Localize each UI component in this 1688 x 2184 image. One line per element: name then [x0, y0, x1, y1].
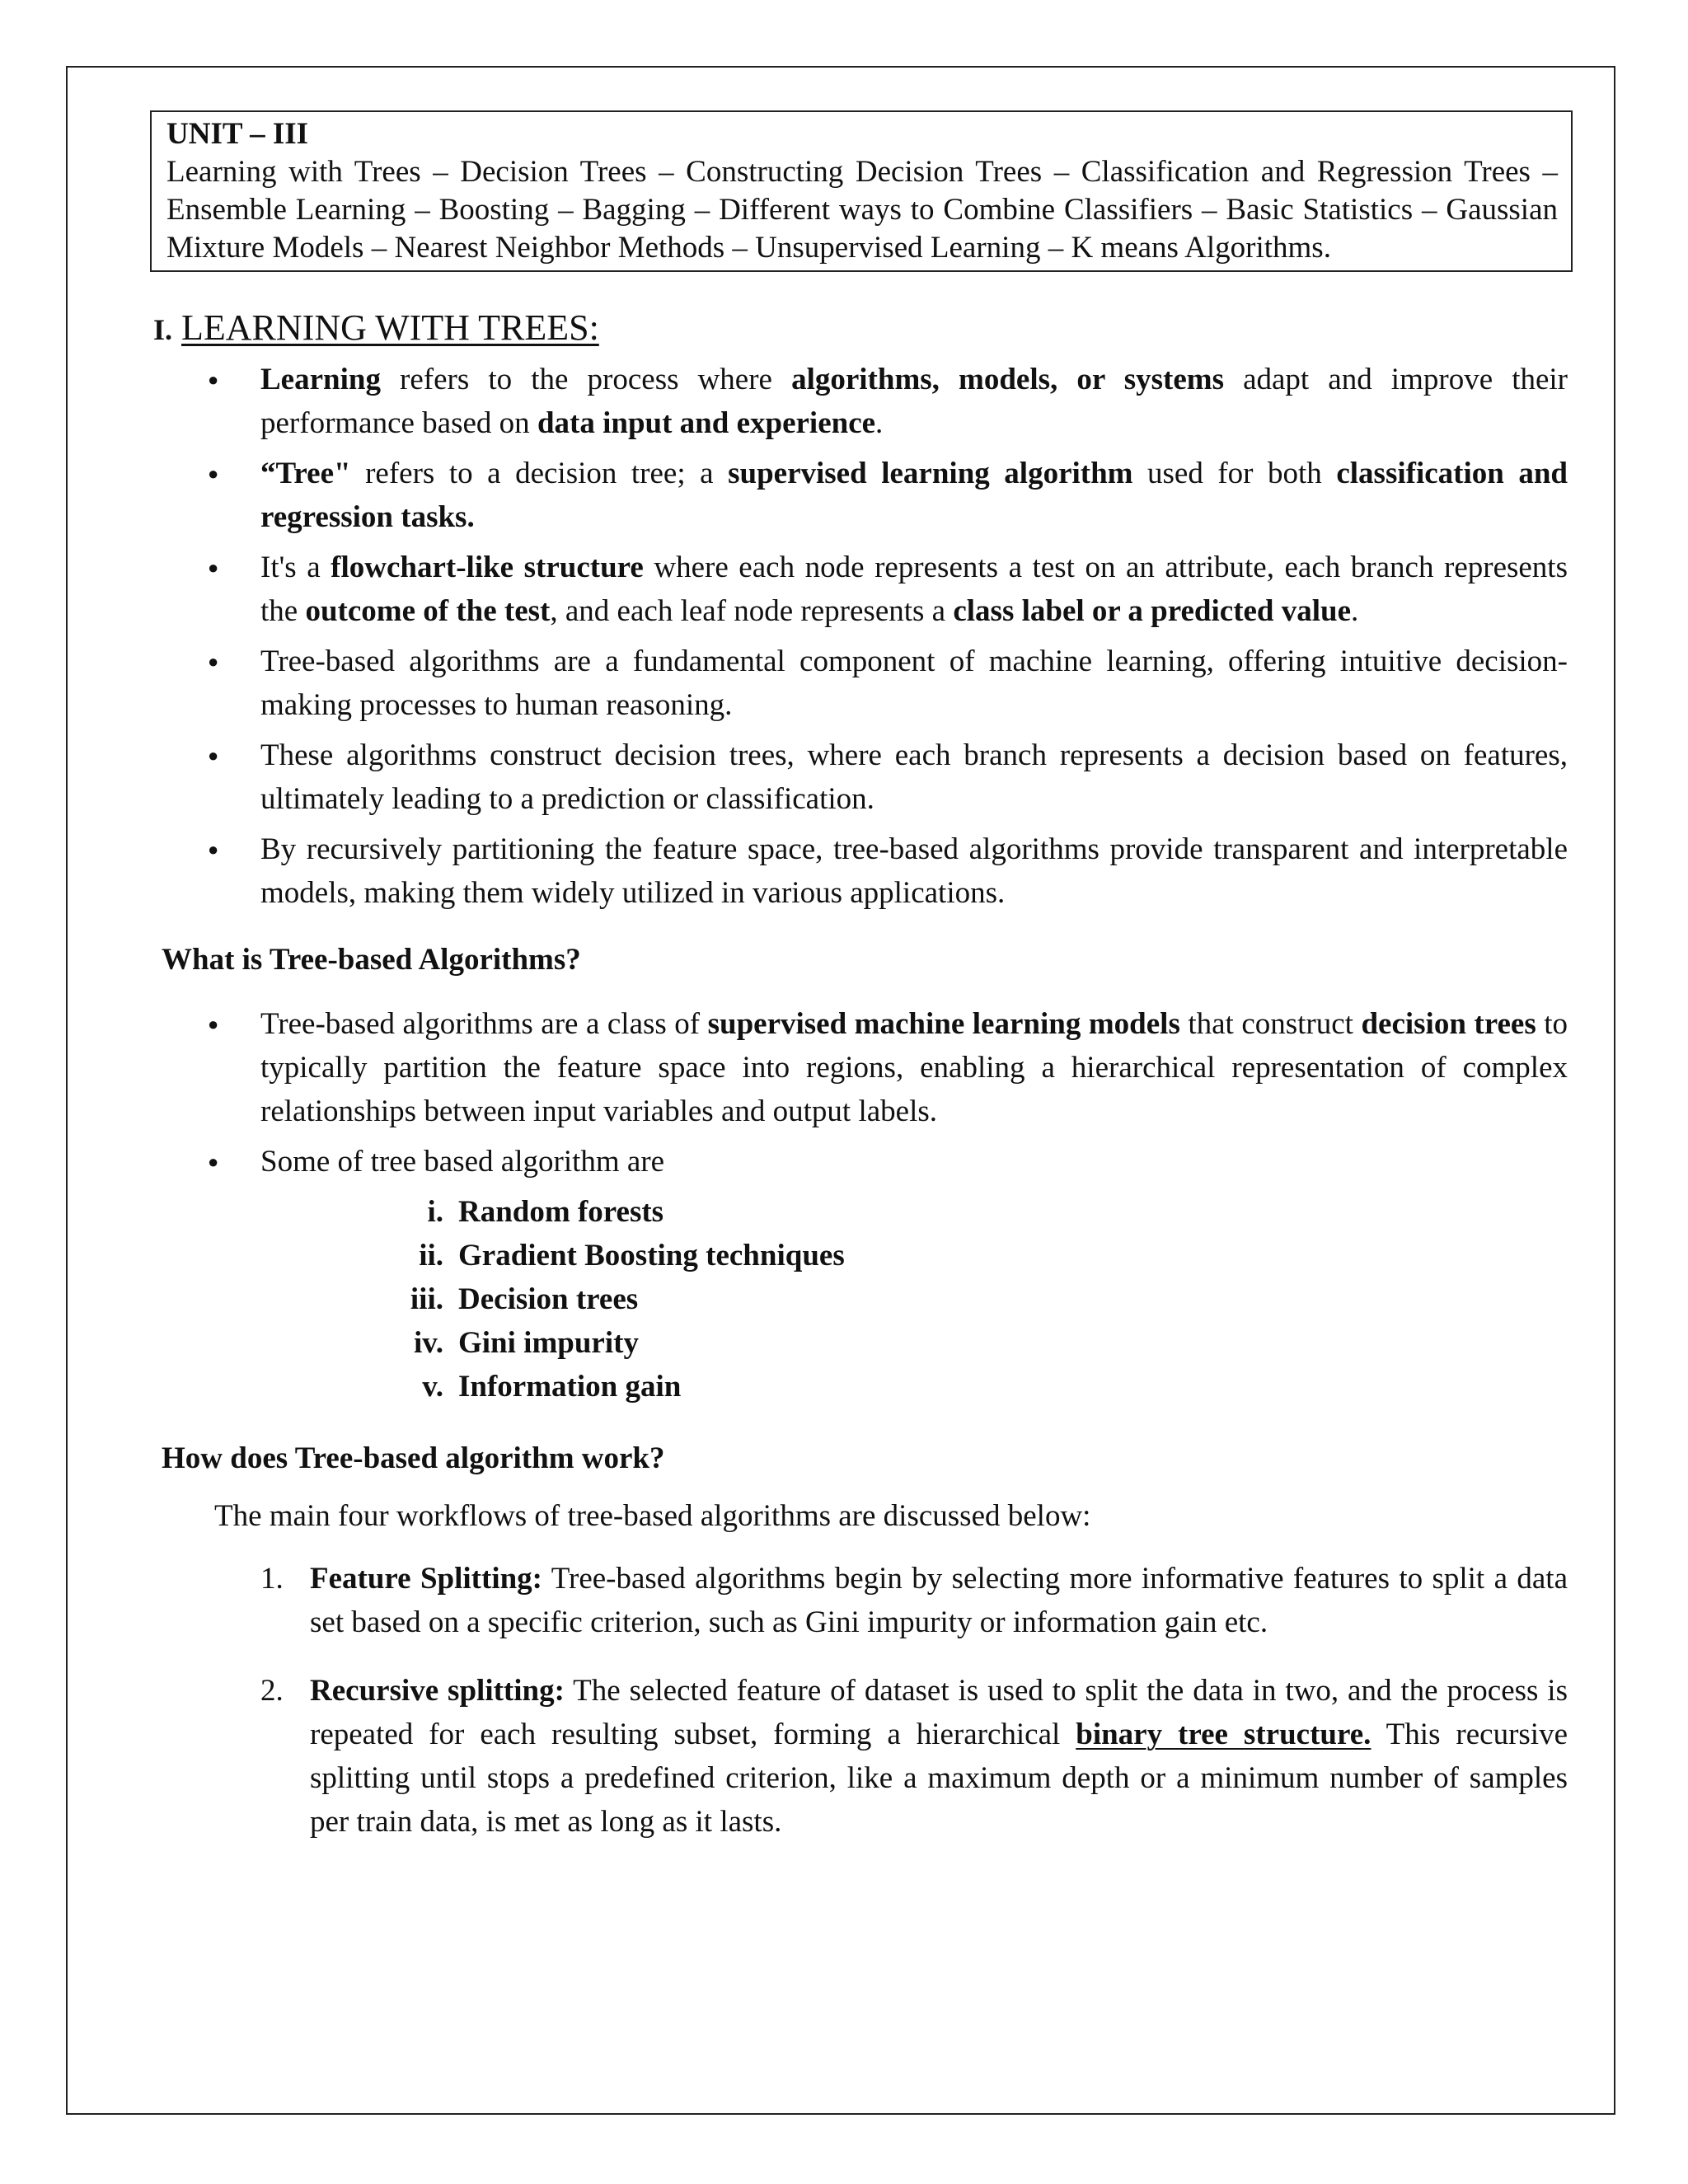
text-run: refers to a decision tree; a [350, 457, 729, 490]
text-run: The selected feature of dataset is used to split the data in two, and the process is repeated for each resulting subset, forming a hierarchical [310, 1674, 1568, 1751]
list-label: Random forests [458, 1195, 664, 1229]
list-number: iii. [410, 1282, 443, 1316]
unit-title: UNIT – III [166, 117, 309, 151]
list-label: Information gain [458, 1370, 682, 1404]
list-number: ii. [419, 1239, 443, 1272]
bullet-item [150, 733, 1568, 821]
text-run: that construct [1179, 1007, 1362, 1041]
bullet-item [150, 1002, 1568, 1133]
bullet-item [150, 452, 1568, 539]
intro-bullet-list [150, 358, 1568, 915]
bullet-item [150, 640, 1568, 727]
text-run: . [1351, 594, 1359, 628]
bullet-item [150, 358, 1568, 445]
bold-text: Learning [260, 363, 381, 396]
section-number: I. [153, 313, 173, 346]
bold-text: “Tree" [260, 457, 351, 490]
text-run: This recursive splitting until stops a predefined criterion, like a maximum depth or a minimum number of samples per train data, is met as long as it lasts. [310, 1718, 1568, 1839]
text-run: used for both [1132, 457, 1337, 490]
algorithm-list-item [150, 1365, 1568, 1408]
text-run: Tree-based algorithms are a fundamental component of machine learning, offering intuitive decision-making processes to human reasoning. [260, 644, 1568, 722]
text-run: refers to the process where [380, 363, 792, 396]
text-run: where each node represents a test on an attribute, each branch represents the [260, 551, 1568, 628]
bold-text: supervised machine learning [707, 1007, 1081, 1041]
workflow-step [150, 1669, 1568, 1844]
bold-text: Recursive splitting: [310, 1674, 565, 1708]
bold-text: class label or a predicted value [953, 594, 1352, 628]
workflow-step [150, 1557, 1568, 1644]
text-run: These algorithms construct decision trees, where each branch represents a decision based on features, ultimately leading to a prediction or classification. [260, 738, 1568, 816]
list-label: Gini impurity [458, 1326, 639, 1360]
list-label: Gradient Boosting techniques [458, 1239, 845, 1272]
text-run: . [875, 406, 884, 440]
algorithm-list [150, 1190, 1568, 1408]
section-title: LEARNING WITH TREES: [181, 307, 599, 348]
bold-text: Feature Splitting: [310, 1562, 542, 1596]
bold-text: data input and experience [537, 406, 876, 440]
workflow-intro: The main four workflows of tree-based algorithms are discussed below: [214, 1499, 1091, 1533]
what-is-heading: What is Tree-based Algorithms? [162, 943, 581, 977]
algorithm-list-item [150, 1277, 1568, 1321]
bold-text: decision trees [1361, 1007, 1536, 1041]
text-run: Some of tree based algorithm are [260, 1145, 665, 1179]
text-run: adapt and improve their performance based on [260, 363, 1568, 440]
document-content [150, 110, 1568, 1868]
text-run: Tree-based algorithms begin by selecting more informative features to split a data set based on a specific criterion, such as Gini impurity or information gain etc. [310, 1562, 1568, 1639]
bold-text: algorithms, models, or systems [791, 363, 1224, 396]
step-number: 2. [260, 1674, 284, 1708]
bold-text: binary tree structure. [1076, 1718, 1372, 1751]
section-heading [153, 305, 1568, 353]
text-run: to typically partition the feature space into regions, enabling a hierarchical representation of complex relationships between input variables and output labels. [260, 1007, 1568, 1128]
text-run: By recursively partitioning the feature space, tree-based algorithms provide transparent and interpretable models, making them widely utilized in various applications. [260, 832, 1568, 910]
list-number: iv. [414, 1326, 443, 1360]
bullet-item [150, 827, 1568, 915]
list-number: v. [422, 1370, 443, 1404]
step-number: 1. [260, 1562, 284, 1596]
bold-text: outcome of the test [305, 594, 551, 628]
what-is-bullet-list [150, 1002, 1568, 1183]
text-run: , and each leaf node represents a [550, 594, 954, 628]
how-does-heading: How does Tree-based algorithm work? [162, 1441, 665, 1475]
list-label: Decision trees [458, 1282, 639, 1316]
text-run: Tree-based algorithms are a class of [260, 1007, 708, 1041]
text-run: It's a [260, 551, 331, 584]
unit-topics: Learning with Trees – Decision Trees – Constructing Decision Trees – Classification and Regression Trees – Ensemble Learning – Boosting – Bagging – Different ways to Combine Classifiers – Basic Statistics – Gaussian Mixture Models – Nearest Neighbor Methods – Unsupervised Learning – K means Algorithms. [166, 155, 1558, 265]
bold-text: models [1081, 1007, 1180, 1041]
algorithm-list-item [150, 1321, 1568, 1365]
algorithm-list-item [150, 1190, 1568, 1234]
list-number: i. [427, 1195, 443, 1229]
workflow-steps [150, 1557, 1568, 1844]
algorithm-list-item [150, 1234, 1568, 1277]
bold-text: flowchart-like structure [331, 551, 644, 584]
bold-text: classification and regression tasks. [260, 457, 1568, 534]
bullet-item [150, 546, 1568, 633]
bullet-item [150, 1140, 1568, 1183]
unit-syllabus-box [150, 110, 1573, 272]
bold-text: supervised learning algorithm [728, 457, 1133, 490]
